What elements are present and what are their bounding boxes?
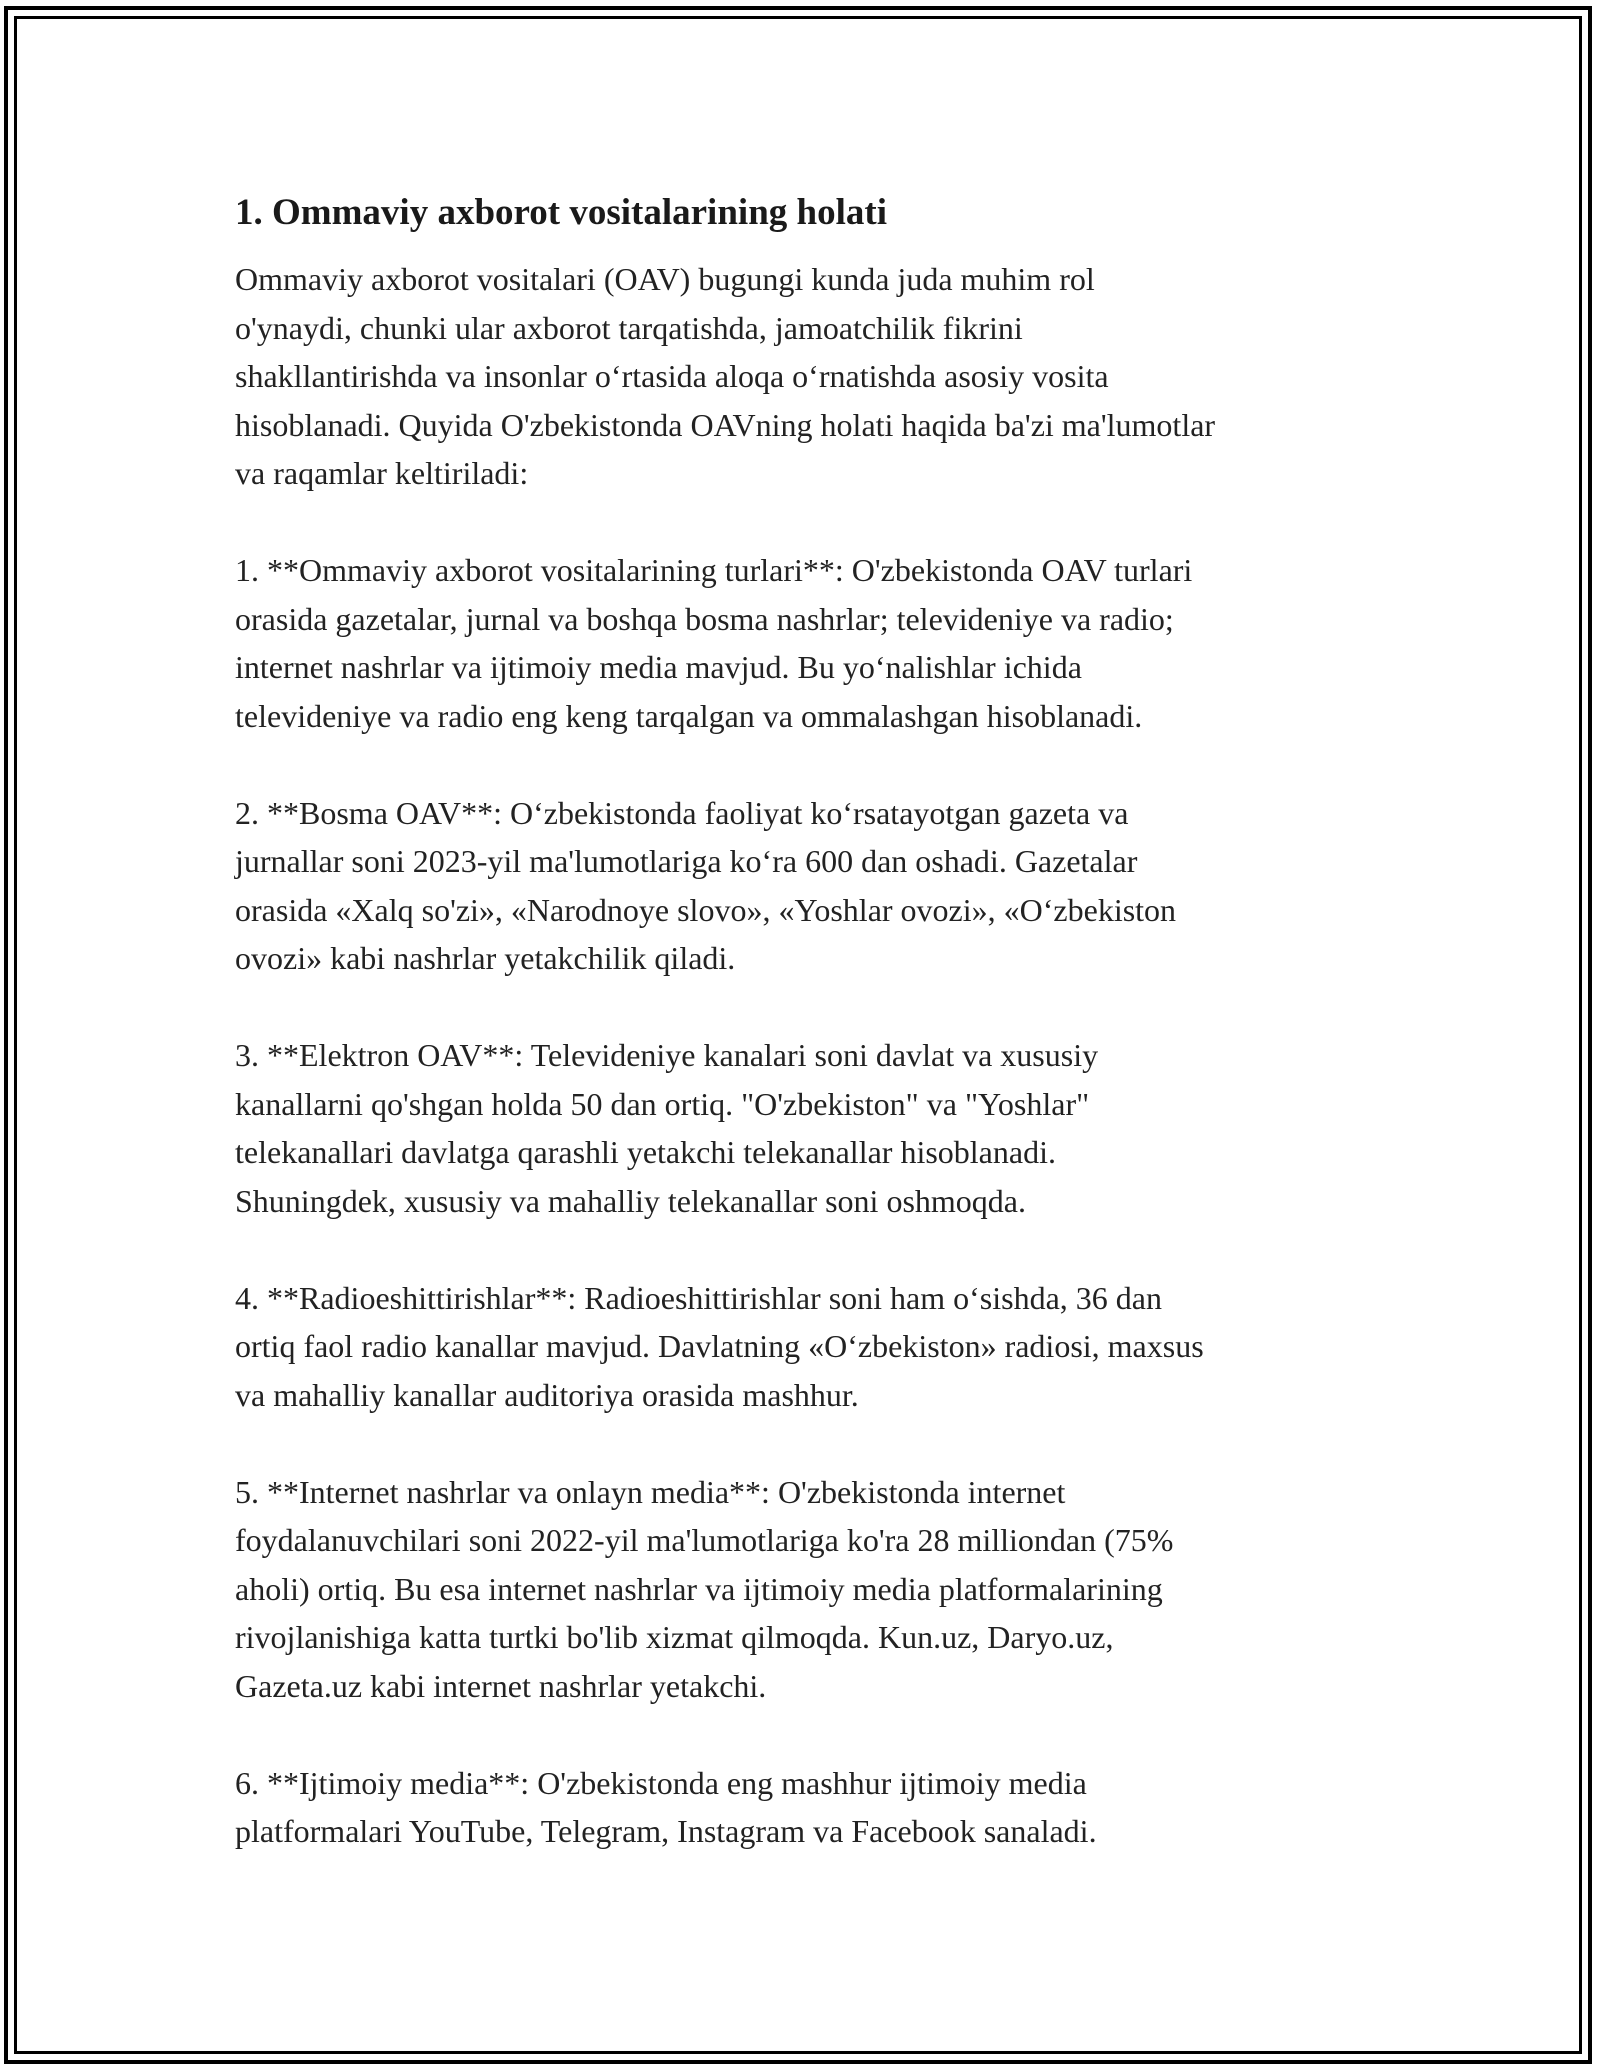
text-line: shakllantirishda va insonlar o‘rtasida aloqa o‘rnatishda asosiy vosita — [235, 358, 1109, 394]
paragraph-list — [235, 255, 1385, 1856]
text-line: 2. **Bosma OAV**: O‘zbekistonda faoliyat ko‘rsatayotgan gazeta va — [235, 794, 1129, 831]
text-line: foydalanuvchilari soni 2022-yil ma'lumotlariga ko'ra 28 milliondan (75% — [235, 1522, 1174, 1558]
text-line: ortiq faol radio kanallar mavjud. Davlatning «O‘zbekiston» radiosi, maxsus — [235, 1328, 1204, 1364]
text-line: 3. **Elektron OAV**: Televideniye kanalari soni davlat va xususiy — [235, 1037, 1099, 1073]
list-item-paragraph — [235, 1759, 1385, 1856]
text-line: televideniye va radio eng keng tarqalgan va ommalashgan hisoblanadi. — [235, 697, 1143, 734]
text-line: 5. **Internet nashrlar va onlayn media**: O'zbekistonda internet — [235, 1473, 1066, 1510]
text-line: hisoblanadi. Quyida O'zbekistonda OAVning holati haqida ba'zi ma'lumotlar — [235, 406, 1216, 443]
text-line: rivojlanishiga katta turtki bo'lib xizmat qilmoqda. Kun.uz, Daryo.uz, — [235, 1619, 1114, 1655]
list-item-paragraph — [235, 1031, 1385, 1225]
text-line: orasida «Xalq so'zi», «Narodnoye slovo», «Yoshlar ovozi», «O‘zbekiston — [235, 891, 1177, 928]
text-line: Ommaviy axborot vositalari (OAV) bugungi kunda juda muhim rol — [235, 261, 1095, 297]
text-line: o'ynaydi, chunki ular axborot tarqatishda, jamoatchilik fikrini — [235, 309, 1023, 346]
document-body — [235, 187, 1385, 1904]
intro-paragraph — [235, 255, 1385, 498]
text-line: va raqamlar keltiriladi: — [235, 455, 529, 491]
text-line: kanallarni qo'shgan holda 50 dan ortiq. "O'zbekiston" va "Yoshlar" — [235, 1085, 1090, 1122]
text-line: Gazeta.uz kabi internet nashrlar yetakchi. — [235, 1667, 767, 1704]
list-item-paragraph — [235, 789, 1385, 983]
text-line: orasida gazetalar, jurnal va boshqa bosma nashrlar; televideniye va radio; — [235, 600, 1174, 637]
section-heading: 1. Ommaviy axborot vositalarining holati — [235, 192, 887, 233]
list-item-paragraph — [235, 1468, 1385, 1711]
list-item-paragraph — [235, 1274, 1385, 1420]
text-line: 1. **Ommaviy axborot vositalarining turlari**: O'zbekistonda OAV turlari — [235, 552, 1193, 588]
text-line: va mahalliy kanallar auditoriya orasida mashhur. — [235, 1376, 859, 1413]
text-line: 4. **Radioeshittirishlar**: Radioeshittirishlar soni ham o‘sishda, 36 dan — [235, 1279, 1162, 1316]
text-line: Shuningdek, xususiy va mahalliy telekanallar soni oshmoqda. — [235, 1182, 1026, 1219]
text-line: platformalari YouTube, Telegram, Instagram va Facebook sanaladi. — [235, 1813, 1097, 1849]
text-line: telekanallari davlatga qarashli yetakchi telekanallar hisoblanadi. — [235, 1134, 1056, 1170]
text-line: 6. **Ijtimoiy media**: O'zbekistonda eng mashhur ijtimoiy media — [235, 1764, 1087, 1801]
list-item-paragraph — [235, 546, 1385, 740]
text-line: ovozi» kabi nashrlar yetakchilik qiladi. — [235, 940, 736, 976]
text-line: internet nashrlar va ijtimoiy media mavjud. Bu yo‘nalishlar ichida — [235, 649, 1082, 685]
text-line: jurnallar soni 2023-yil ma'lumotlariga ko‘ra 600 dan oshadi. Gazetalar — [235, 843, 1138, 879]
text-line: aholi) ortiq. Bu esa internet nashrlar va ijtimoiy media platformalarining — [235, 1570, 1163, 1607]
